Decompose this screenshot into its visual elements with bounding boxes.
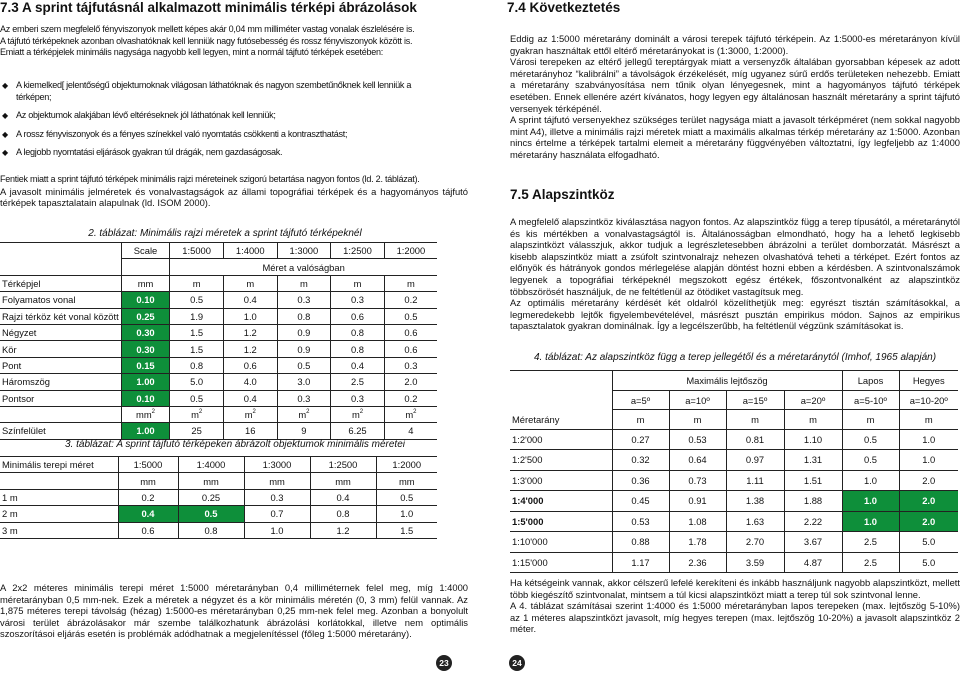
unit-cell: m [842,410,899,430]
table-cell: 2.0 [899,491,958,512]
table-cell: 0.7 [244,506,310,522]
unit-text: m [191,409,199,421]
table-row [0,341,437,357]
unit-text: m [298,409,307,421]
table-cell [223,406,277,422]
table-cell: 0.5 [178,506,244,522]
table-cell: 1.0 [376,506,437,522]
table-cell: 2.22 [784,511,842,532]
table-cell: m [384,275,437,291]
table-cell: 0.10 [121,390,170,406]
table-cell: 1.9 [170,308,224,324]
table-cell: 6.25 [331,423,385,439]
table-cell: m [170,275,224,291]
unit-cell: m [899,410,958,430]
row-label: Folyamatos vonal [0,292,121,308]
table-cell: 2.0 [899,470,958,491]
row-label: Kör [0,341,121,357]
table-cell: 0.36 [612,470,669,491]
bullet-item-cont: térképen; [16,91,52,102]
table-cell: 0.2 [118,489,178,505]
table-cell: 0.53 [612,511,669,532]
table-row [0,357,437,373]
table-cell [277,406,331,422]
table-cell: 2.0 [384,374,437,390]
table-cell: 3.67 [784,532,842,553]
unit-exponent: 2 [151,409,155,416]
table-cell: 5.0 [899,532,958,553]
table-cell: 1.00 [121,423,170,439]
table-cell: 0.2 [384,390,437,406]
table-cell: 2.5 [842,552,899,573]
table-cell: 0.27 [612,429,669,450]
diamond-bullet-icon: ◆ [2,111,8,121]
right-page [507,0,960,677]
unit-cell: mm [310,473,376,489]
diamond-bullet-icon: ◆ [2,81,8,90]
table-cell: 2.70 [726,532,784,553]
contour-text [510,216,960,332]
table-cell: 0.91 [669,491,726,512]
para-3-text: A 2x2 méteres minimális terepi méret 1:5000 méretarányban 0,4 milliméternek felel meg, míg 1:4000 méretarányban 0,5 mm-nek. Ezek a méretek a négyzet és a kör minimális méretén (0, 3 mm) felül vannak. Az 1,875 méteres terepi távolság (hézag) 1:5000-es méretarányban 0,25 mm-nek felel meg. Azonban a bonyolult városi terület ábrázolásakor már szembe találkozhatunk ábrázolási korlátokkal, illetve nem optimális szoszorításoi eljárás esetén is problémák adódhatnak a megjelenítéssel (főleg 1:5000 méretarány). [0,582,468,640]
table-cell: 1.08 [669,511,726,532]
bullet-item: ◆ A rossz fényviszonyok és a fényes színekkel való nyomtatás csökkenti a kontraszthatást; [2,128,348,139]
table-cell: 0.32 [612,450,669,471]
table-cell: 0.45 [612,491,669,512]
intro-line-2: A tájfutó térképeknek azonban olvashatóknak kell lenniük nagy futósebesség és rossz fényviszonyok között is. [0,35,413,46]
table-cell: 0.8 [331,341,385,357]
table-row [0,522,437,538]
table-cell: 4.87 [784,552,842,573]
table-cell: 1.63 [726,511,784,532]
table-cell: 0.53 [669,429,726,450]
table-cell: 1.88 [784,491,842,512]
table-cell: 1.0 [244,522,310,538]
scale-cell: 1:2500 [331,243,385,259]
table-cell: 0.8 [178,522,244,538]
unit-cell: m [726,410,784,430]
unit-cell: mm [118,473,178,489]
table-cell: 1.5 [170,341,224,357]
table-cell: 0.8 [310,506,376,522]
row-label: Rajzi térköz két vonal között [0,308,121,324]
table-cell [384,406,437,422]
page-number-badge: 23 [436,655,452,671]
table-cell: 2.5 [842,532,899,553]
angle-cell: a=5-10º [842,391,899,410]
table-cell: 0.6 [223,357,277,373]
table-cell [331,406,385,422]
table-cell: 0.9 [277,324,331,340]
table-2-body [0,275,437,439]
table-cell: 0.5 [170,292,224,308]
table-3 [0,456,437,539]
table-cell: 5.0 [170,374,224,390]
table-3-header: 1:2500 [310,457,376,473]
diamond-bullet-icon: ◆ [2,148,8,158]
bullet-item: ◆ Az objektumok alakjában lévő eltéréseknek jól láthatónak kell lenniük; [2,110,276,121]
table-3-header: 1:4000 [178,457,244,473]
scale-cell: 1:2'000 [510,429,612,450]
table-row [510,491,958,512]
table-cell: 0.3 [331,390,385,406]
table-row [0,275,437,291]
table-cell: 0.81 [726,429,784,450]
table-cell: 0.97 [726,450,784,471]
unit-cell: m [784,410,842,430]
table-cell: 1.2 [223,324,277,340]
para-3: A sprint tájfutó versenyekhez szükséges terület nagysága miatt a javasolt térképméret (nem sokkal nagyobb mint A4), illetve a minimális rajzi méretek miatt a maximális alkalmas térkép méretarány az 1:5000. Azonban nincs értelme a térképek tartalmi elemeit a méretarány függvényében változtatni, így legfeljebb az 1:4000 méretarány használata elfogadható. [510,114,960,160]
table-3-caption: 3. táblázat: A sprint tájfutó térképeken ábrázolt objektumok minimális méretei [65,439,405,450]
table-cell: 2.5 [331,374,385,390]
table-3-header: Minimális terepi méret [0,457,118,473]
table-row [0,324,437,340]
closing-text [510,577,960,635]
table-cell: 1.5 [170,324,224,340]
para-2: Városi terepeken az eltérő jellegű tereptárgyak miatt a versenyzők általában gyorsabban képesek az adott méretarányhoz “kalibrálni” a távolságok érzékelését, míg ugyanez súrű erdős területeken nehezebb. Emiatt a méretarány szabványosítása nem tűnik olyan lényegesnek, mint a hagyományos tájfutó térképek esetében. Ennek ellenére azért kívánatos, hogy legyen egy általánosan használt méretarány a sprint tájfutó versenyek térképénél. [510,56,960,114]
scale-cell: 1:5'000 [510,511,612,532]
table-cell: 0.15 [121,357,170,373]
table-3-header: 1:3000 [244,457,310,473]
table-3-body [0,489,437,538]
table-4-caption: 4. táblázat: Az alapszintköz függ a terep jellegétől és a méretaránytól (Imhof, 1965 alapján) [533,352,937,363]
table-2 [0,242,437,440]
para-2b: A javasolt minimális jelméretek és vonalvastagságok az állami topográfiai térképek és a hagyományos tájfutó térképek tapasztalatain alapulnak (ld. ISOM 2000). [0,185,468,209]
angle-cell: a=10-20º [899,391,958,410]
row-label: Színfelület [0,423,121,439]
intro-line-3: Emiatt a térképjelek minimális nagysága nagyobb kell legyen, mint a normál tájfutó térképek esetében: [0,47,383,58]
row-label: Pontsor [0,390,121,406]
table-row [0,374,437,390]
table-cell: 4.0 [223,374,277,390]
scale-cell: 1:4'000 [510,491,612,512]
table-cell: 0.5 [842,450,899,471]
scale-cell: 1:3'000 [510,470,612,491]
table-4 [510,370,958,573]
angle-cell: a=15º [726,391,784,410]
table-cell [121,406,170,422]
table-row [510,532,958,553]
table-cell: 0.5 [277,357,331,373]
unit-cell: mm [244,473,310,489]
bullet-item: ◆ A legjobb nyomtatási eljárások gyakran túl drágák, nem gazdaságosak. [2,147,283,158]
table-row [0,506,437,522]
row-label: Négyzet [0,324,121,340]
group-flat: Lapos [842,371,899,391]
table-cell: 16 [223,423,277,439]
unit-cell: m [669,410,726,430]
table-cell: 0.8 [331,324,385,340]
bullet-list [0,80,466,166]
table-2-caption: 2. táblázat: Minimális rajzi méretek a sprint tájfutó térképeknél [88,228,362,239]
table-row [510,429,958,450]
group-hilly: Hegyes [899,371,958,391]
para-6: Ha kétségeink vannak, akkor célszerű lefelé kerekíteni és inkább használjunk nagyobb alapszintközt, mellett több kiegészítő szintvonalat, mintsem a túl kicsi alapszintközt miatt a terep túl sok szintvonal lenne. [510,577,960,600]
table-cell: 0.3 [277,292,331,308]
row-label [0,406,121,422]
row-label: 1 m [0,489,118,505]
table-cell: 1.00 [121,374,170,390]
table-cell: 0.10 [121,292,170,308]
scale-cell: 1:2000 [384,243,437,259]
scale-cell: 1:5000 [170,243,224,259]
table-cell: 0.8 [170,357,224,373]
row-label: Térképjel [0,275,121,291]
intro-text [0,24,466,59]
table-cell: 1.11 [726,470,784,491]
table-cell: 0.3 [331,292,385,308]
table-cell: 0.8 [277,308,331,324]
table-4-body [510,429,958,573]
unit-text: m [351,409,360,421]
table-cell: 0.9 [277,341,331,357]
table-cell: 0.73 [669,470,726,491]
table-cell: 0.4 [331,357,385,373]
bullet-item: ◆ A kiemelked[ jelentőségű objektumoknak világosan láthatóknak és nagyon szembetűnőknek kell lenniük a [2,80,412,90]
table-cell: 0.3 [277,390,331,406]
scale-cell: 1:2'500 [510,450,612,471]
table-cell: 0.5 [384,308,437,324]
table-cell: 1.0 [842,491,899,512]
unit-exponent: 2 [413,409,417,416]
scale-cell: 1:3000 [277,243,331,259]
table-cell: 0.4 [310,489,376,505]
table-cell: 0.3 [384,357,437,373]
row-label: Pont [0,357,121,373]
para-7: A 4. táblázat számításai szerint 1:4000 és 1:5000 méretarányban lapos terepeken (max. lejtőszög 5-10%) az 1 méteres alapszintközt javasolt, míg hegyes terepen (max. lejtőszög 10-20%) a javasolt alapszintköz 2 méter. [510,600,960,635]
table-cell: 1.5 [376,522,437,538]
table-row [510,552,958,573]
unit-cell: m [612,410,669,430]
table-cell: 0.3 [244,489,310,505]
scale-cell: 1:15'000 [510,552,612,573]
table-cell: 1.17 [612,552,669,573]
table-cell: 1.38 [726,491,784,512]
section-title-7-3: 7.3 A sprint tájfutásnál alkalmazott minimális térképi ábrázolások [0,0,417,15]
table-cell: 1.51 [784,470,842,491]
group-max-slope: Maximális lejtőszög [612,371,842,391]
table-cell: 4 [384,423,437,439]
table-cell: 9 [277,423,331,439]
table-cell: 1.31 [784,450,842,471]
angle-cell: a=5º [612,391,669,410]
table-cell: 1.2 [310,522,376,538]
table-cell: 0.6 [331,308,385,324]
table-cell: 0.5 [842,429,899,450]
table-row [0,292,437,308]
unit-exponent: 2 [359,409,364,416]
angle-cell: a=10º [669,391,726,410]
row-label: 3 m [0,522,118,538]
table-cell: 1.2 [223,341,277,357]
table-cell [170,406,224,422]
table-cell: 0.4 [118,506,178,522]
table-cell: 2.0 [899,511,958,532]
table-cell: 1.0 [899,450,958,471]
table-3-header: 1:2000 [376,457,437,473]
table-cell: 25 [170,423,224,439]
table-cell: 1.78 [669,532,726,553]
table-cell: 0.5 [170,390,224,406]
unit-cell: mm [178,473,244,489]
page-number-badge: 24 [509,655,525,671]
unit-exponent: 2 [252,409,256,416]
table-3-header: 1:5000 [118,457,178,473]
table-cell: 0.88 [612,532,669,553]
para-3 [0,582,468,640]
table-cell: 1.0 [223,308,277,324]
table-cell: mm [121,275,170,291]
table-cell: 1.10 [784,429,842,450]
table-row [0,406,437,422]
table-row [0,423,437,439]
para-2 [0,174,468,209]
unit-cell: mm [376,473,437,489]
table-cell: 0.64 [669,450,726,471]
table-cell: 0.4 [223,292,277,308]
table-cell: m [223,275,277,291]
unit-exponent: 2 [198,409,203,416]
unit-text: m [244,409,253,421]
table-cell: 3.59 [726,552,784,573]
table-cell: m [277,275,331,291]
table-cell: 0.30 [121,341,170,357]
diamond-bullet-icon: ◆ [2,129,8,139]
table-cell: 0.30 [121,324,170,340]
table-cell: m [331,275,385,291]
para-2a: Fentiek miatt a sprint tájfutó térképek minimális rajzi méreteinek szigorú betartása nagyon fontos (ld. 2. táblázat). [0,174,420,184]
table-cell: 0.4 [223,390,277,406]
para-1: Eddig az 1:5000 méretarány dominált a városi terepek tájfutó térképein. Az 1:5000-es méretarányon kívül gyakran használtak ettől eltérő méretarányokat is (1:3000, 1:2000). [510,33,960,56]
table-cell: 0.2 [384,292,437,308]
table-cell: 0.25 [178,489,244,505]
table-cell: 0.6 [384,341,437,357]
table-cell: 0.5 [376,489,437,505]
table-row [510,470,958,491]
table-row [0,489,437,505]
table-cell: 1.0 [842,511,899,532]
table-cell: 1.0 [899,429,958,450]
row-label: Háromszög [0,374,121,390]
angle-cell: a=20º [784,391,842,410]
table-row [0,390,437,406]
scale-cell: 1:4000 [223,243,277,259]
table-cell: 5.0 [899,552,958,573]
table-cell: 2.36 [669,552,726,573]
table-cell: 0.25 [121,308,170,324]
table-row [510,450,958,471]
conclusion-text [510,33,960,161]
table-2-subheader: Méret a valóságban [170,259,437,275]
para-5: Az optimális méretarány kérdését két oldalról közelíthetjük meg: egyrészt tisztán számításokkal, a legmeredekebb lejtők figyelembevételével, másrészt pusztán empirikus módon. Sajnos az empirikus tapasztalatok gyakran dominálnak. Így a legcélszerűbb, ha feltétlenül végzünk számításokat is. [510,297,960,332]
unit-exponent: 2 [306,409,310,416]
intro-line-1: Az emberi szem megfelelő fényviszonyok mellett képes akár 0,04 mm milliméter vastag vonalak észlelésére is. [0,24,415,34]
scale-label: Scale [121,243,170,259]
table-cell: 0.6 [118,522,178,538]
table-cell: 1.0 [842,470,899,491]
para-4: A megfelelő alapszintköz kiválasztása nagyon fontos. Az alapszintköz függ a terep típusától, a méretaránytól és kis mértékben a vonalvastagságtól is. Általánosságban elmondható, hogy ha a lehető legkisebb alapszintközt válasszjuk, akkor tudjuk a legrészletesebben ábrázolni a terület domborzatát. Másrészt a kisebb alapszintköz miatt a zsúfolt szintvonalrajz nehezen olvashatóvá teheti a térképet. Ezért fontos az előnyök és hátrányok gondos mérlegelése alapján döntést hozni ebben a kérdésben. A szintvonalszámok legyenek a topográfiai térképeknél megszokott egész értékek, főszontvonalként az alapszintköz többszörösét használjuk, de ne feltétlenül az ötödiket vastagítsuk meg. [510,216,960,297]
table-row [0,308,437,324]
row-label: 2 m [0,506,118,522]
table-cell: 0.6 [384,324,437,340]
scale-cell: 1:10'000 [510,532,612,553]
section-title-7-4: 7.4 Következtetés [507,0,621,15]
table-row [510,511,958,532]
unit-text: mm [136,409,152,421]
section-title-7-5: 7.5 Alapszintköz [510,187,615,202]
unit-text: m [405,409,414,421]
scale-label: Méretarány [510,410,612,430]
left-page [0,0,470,677]
table-cell: 3.0 [277,374,331,390]
